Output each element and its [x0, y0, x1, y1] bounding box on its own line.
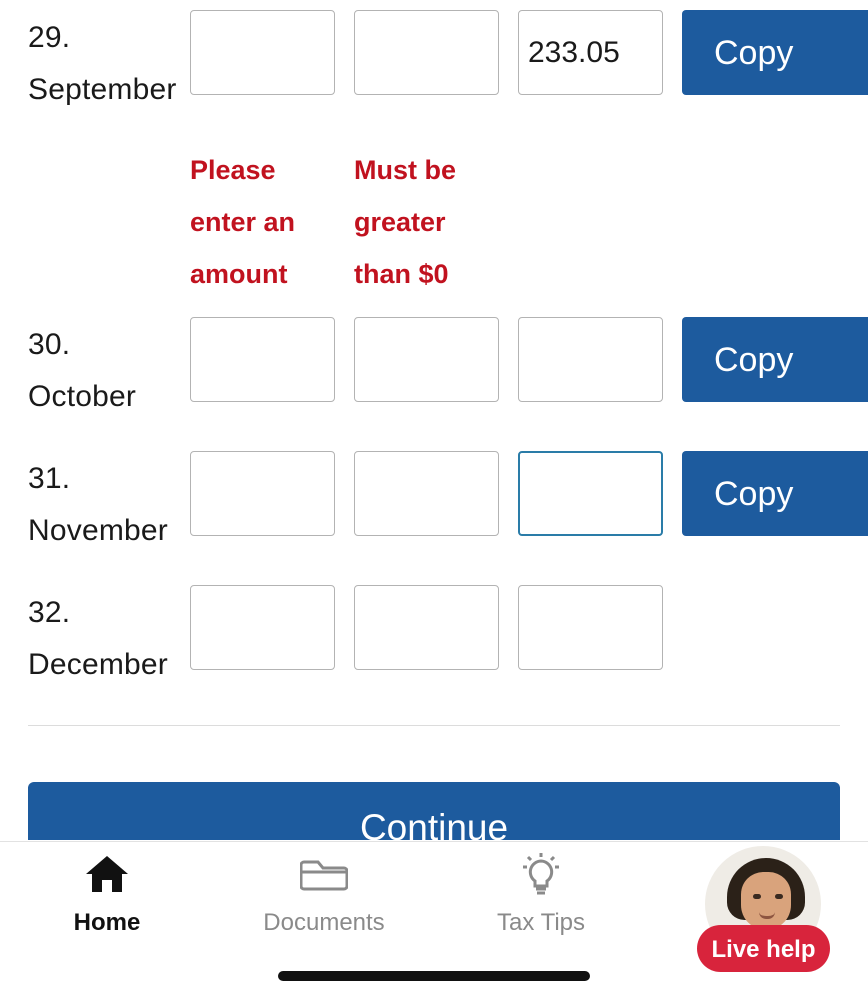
home-icon	[17, 852, 197, 908]
nav-item-tax-tips[interactable]	[451, 852, 631, 956]
folder-icon	[234, 852, 414, 908]
home-indicator	[278, 971, 590, 981]
copy-button-november[interactable]: Copy	[682, 451, 868, 536]
amount-input-nov-1[interactable]	[190, 451, 335, 536]
table-row	[0, 307, 868, 411]
table-row	[0, 575, 868, 679]
amount-input-sep-1[interactable]	[190, 10, 335, 95]
row-number: 32.	[28, 596, 71, 629]
amount-value: 233.05	[528, 36, 620, 69]
nav-label-documents: Documents	[263, 909, 385, 936]
row-month: December	[28, 648, 168, 681]
amount-input-oct-2[interactable]	[354, 317, 499, 402]
amount-input-oct-3[interactable]	[518, 317, 663, 402]
row-label-september	[28, 12, 178, 116]
row-month: October	[28, 380, 137, 413]
table-row	[0, 0, 868, 104]
section-divider	[28, 725, 840, 726]
error-message-enter-amount: Please enter an amount	[190, 155, 296, 289]
row-month: November	[28, 514, 168, 547]
copy-button-september[interactable]: Copy	[682, 10, 868, 95]
amount-input-dec-1[interactable]	[190, 585, 335, 670]
live-help-button[interactable]: Live help	[697, 925, 830, 972]
row-label-december	[28, 587, 178, 691]
nav-item-home[interactable]	[17, 852, 197, 956]
avatar-eye-left	[753, 894, 761, 899]
amount-input-sep-2[interactable]	[354, 10, 499, 95]
table-row	[0, 441, 868, 545]
nav-label-tax-tips: Tax Tips	[496, 909, 586, 936]
amount-input-dec-2[interactable]	[354, 585, 499, 670]
row-number: 30.	[28, 328, 71, 361]
amount-input-sep-3[interactable]	[518, 10, 663, 95]
amount-input-oct-1[interactable]	[190, 317, 335, 402]
row-month: September	[28, 73, 177, 106]
avatar-face	[741, 872, 791, 930]
nav-label-home: Home	[73, 909, 141, 936]
avatar-eye-right	[775, 894, 783, 899]
lightbulb-icon	[451, 852, 631, 908]
error-message-greater-than-zero: Must be greater than $0	[354, 155, 457, 289]
row-label-october	[28, 319, 178, 423]
continue-button[interactable]: Continue	[28, 782, 840, 840]
nav-item-documents[interactable]	[234, 852, 414, 956]
validation-errors	[0, 144, 868, 304]
amount-input-nov-3[interactable]	[518, 451, 663, 536]
row-label-november	[28, 453, 178, 557]
amount-input-nov-2[interactable]	[354, 451, 499, 536]
row-number: 29.	[28, 21, 71, 54]
row-number: 31.	[28, 462, 71, 495]
copy-button-october[interactable]: Copy	[682, 317, 868, 402]
amount-input-dec-3[interactable]	[518, 585, 663, 670]
